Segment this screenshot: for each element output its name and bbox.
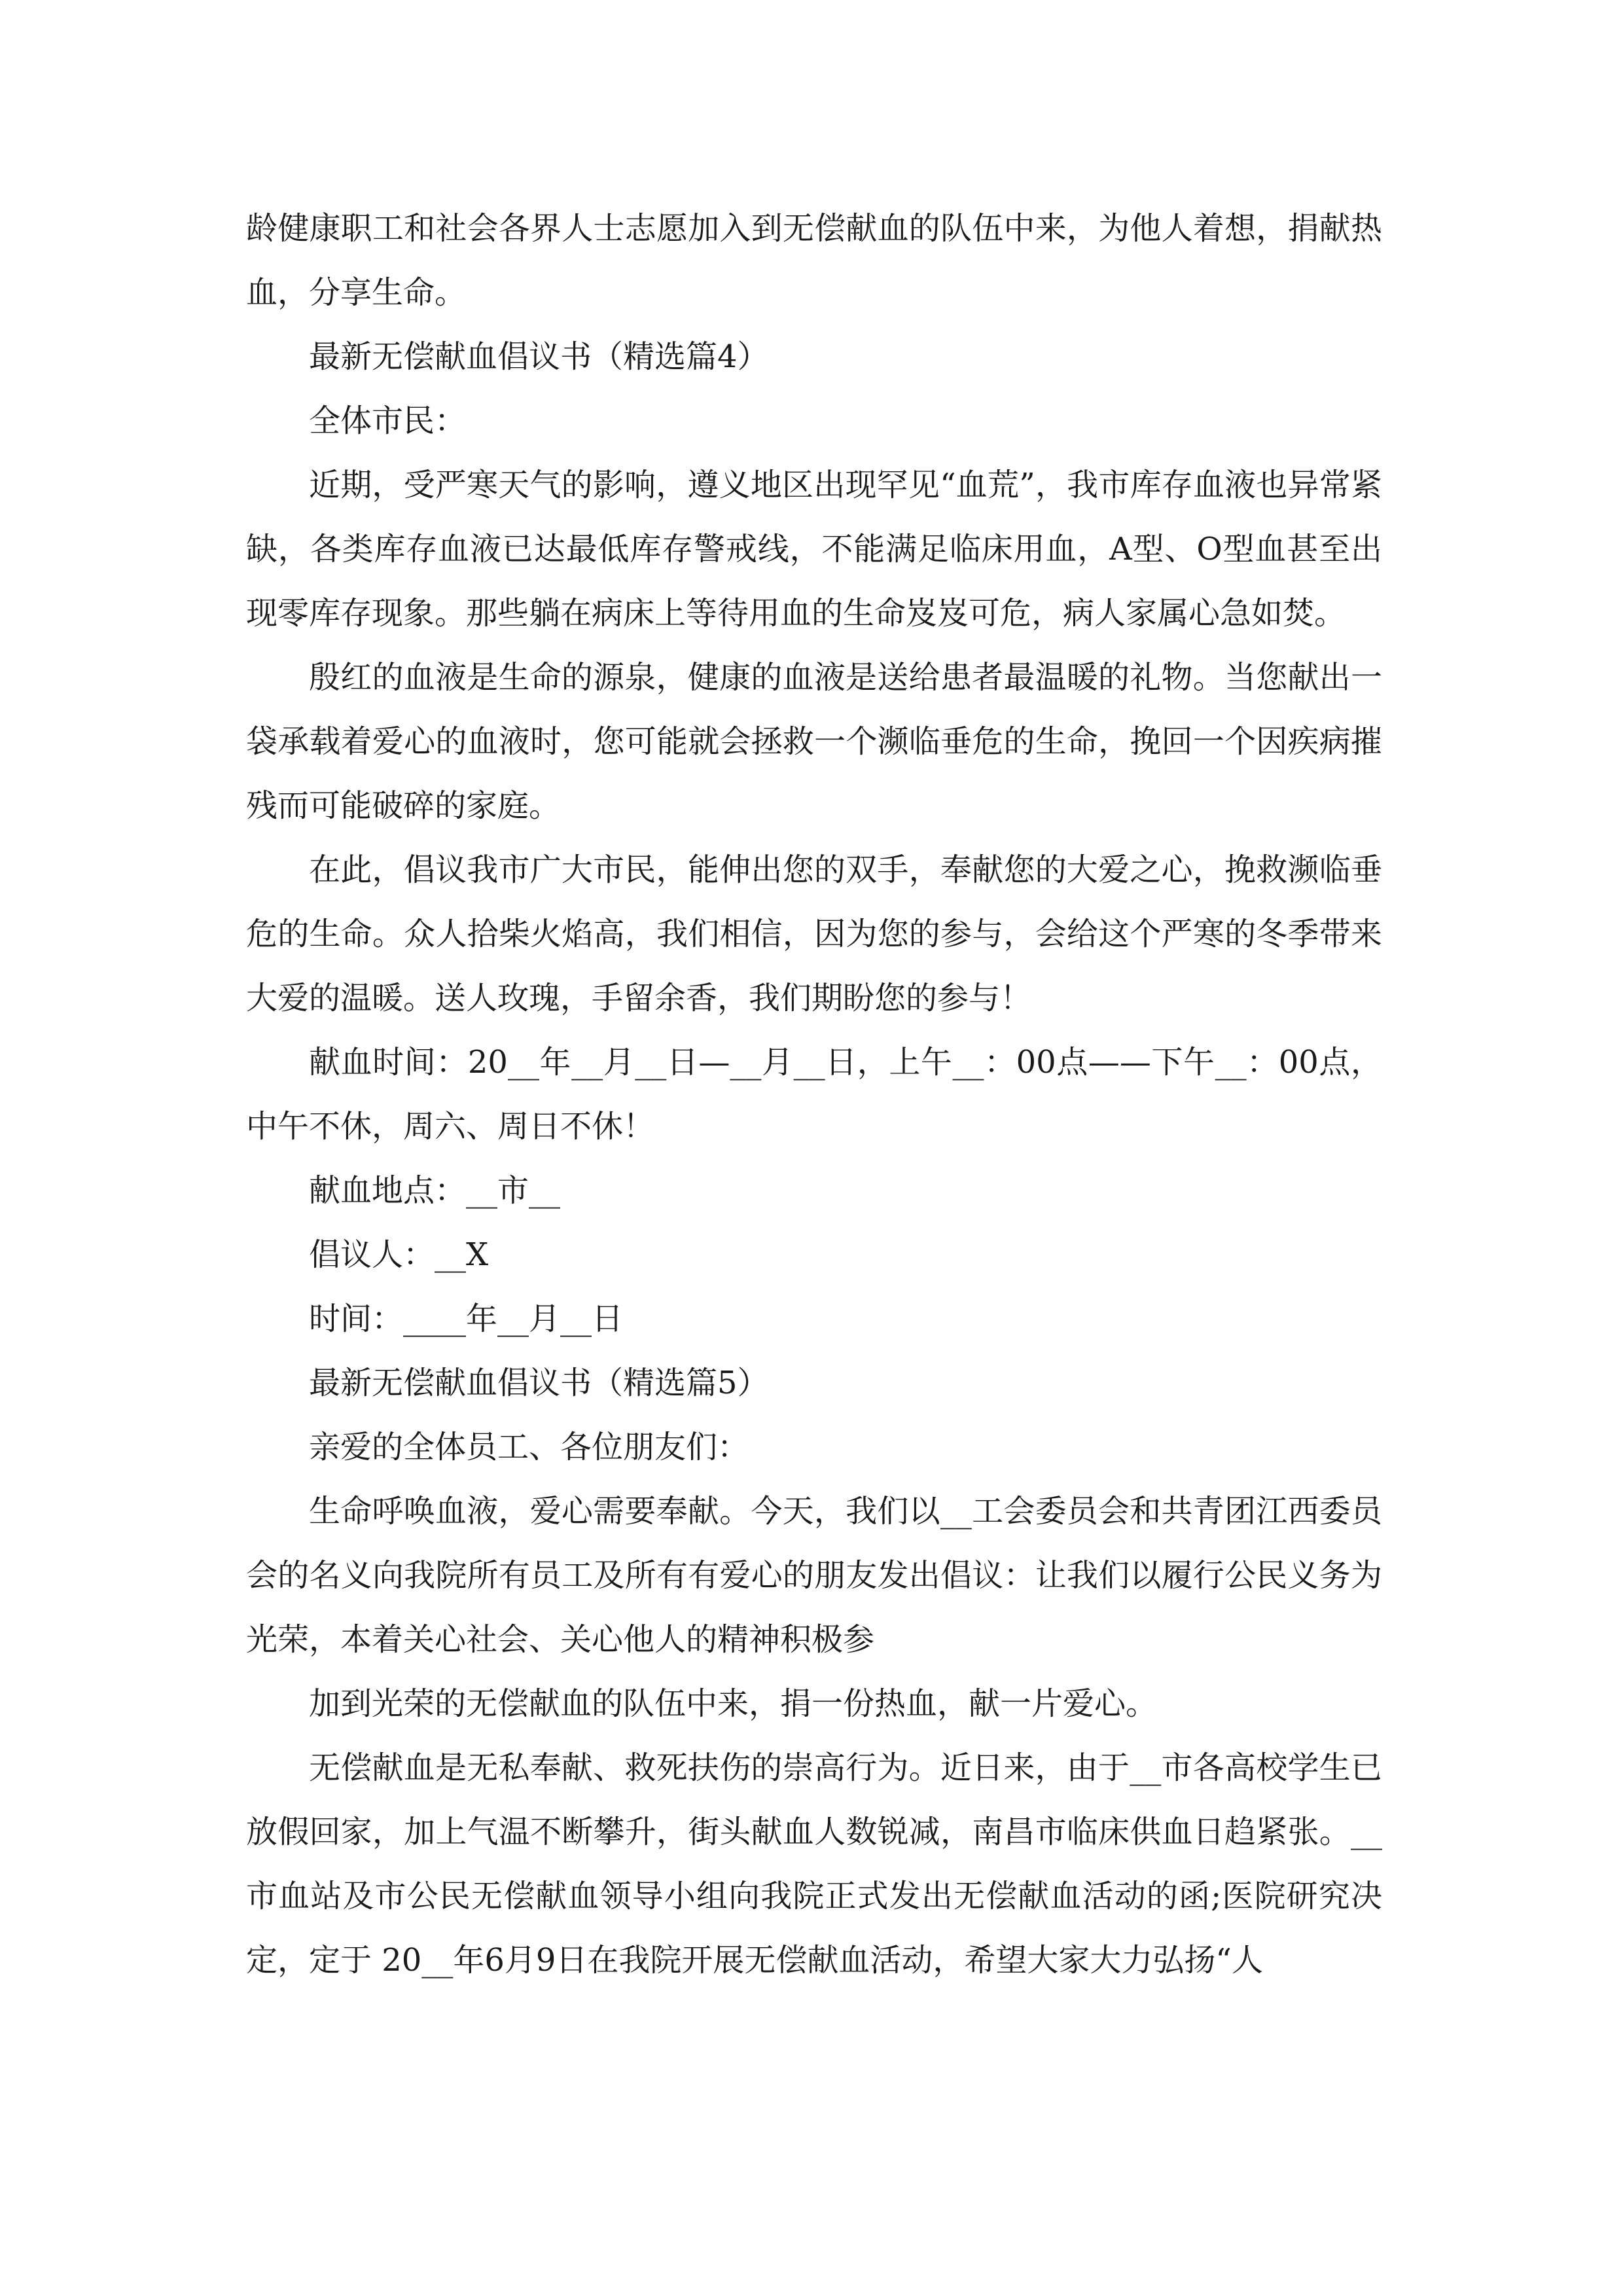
paragraph-continuation: 龄健康职工和社会各界人士志愿加入到无偿献血的队伍中来，为他人着想，捐献热血，分享生命。 (246, 210, 1382, 311)
paragraph: 近期，受严寒天气的影响，遵义地区出现罕见“血荒”，我市库存血液也异常紧缺，各类库存血液已达最低库存警戒线，不能满足临床用血，A型、O型血甚至出现零库存现象。那些躺在病床上等待用血的生命岌岌可危，病人家属心急如焚。 (246, 467, 1382, 632)
salutation: 全体市民： (309, 403, 467, 439)
paragraph: 无偿献血是无私奉献、救死扶伤的崇高行为。近日来，由于__市各高校学生已放假回家，加上气温不断攀升，街头献血人数锐减，南昌市临床供血日趋紧张。__市血站及市公民无偿献血领导小组向我院正式发出无偿献血活动的函;医院研究决定，定于 20__年6月9日在我院开展无偿献血活动，希望大家大力弘扬“人 (246, 1749, 1382, 1979)
paragraph: 加到光荣的无偿献血的队伍中来，捐一份热血，献一片爱心。 (309, 1685, 1158, 1722)
section-heading-5: 最新无偿献血倡议书（精选篇5） (309, 1365, 769, 1401)
donation-time: 献血时间：20__年__月__日—__月__日，上午__：00点——下午__：00点，中午不休，周六、周日不休！ (246, 1044, 1382, 1145)
paragraph: 生命呼唤血液，爱心需要奉献。今天，我们以__工会委员会和共青团江西委员会的名义向我院所有员工及所有有爱心的朋友发出倡议：让我们以履行公民义务为光荣，本着关心社会、关心他人的精神积极参 (246, 1493, 1382, 1658)
paragraph: 在此，倡议我市广大市民，能伸出您的双手，奉献您的大爱之心，挽救濒临垂危的生命。众人拾柴火焰高，我们相信，因为您的参与，会给这个严寒的冬季带来大爱的温暖。送人玫瑰，手留余香，我们期盼您的参与！ (246, 852, 1382, 1016)
salutation: 亲爱的全体员工、各位朋友们： (309, 1429, 749, 1465)
document-body (246, 196, 1382, 1992)
date-line: 时间：____年__月__日 (309, 1300, 624, 1337)
initiator: 倡议人：__X (309, 1236, 489, 1273)
section-heading-4: 最新无偿献血倡议书（精选篇4） (309, 338, 769, 375)
donation-location: 献血地点：__市__ (309, 1172, 561, 1209)
paragraph: 殷红的血液是生命的源泉，健康的血液是送给患者最温暖的礼物。当您献出一袋承载着爱心的血液时，您可能就会拯救一个濒临垂危的生命，挽回一个因疾病摧残而可能破碎的家庭。 (246, 659, 1382, 824)
